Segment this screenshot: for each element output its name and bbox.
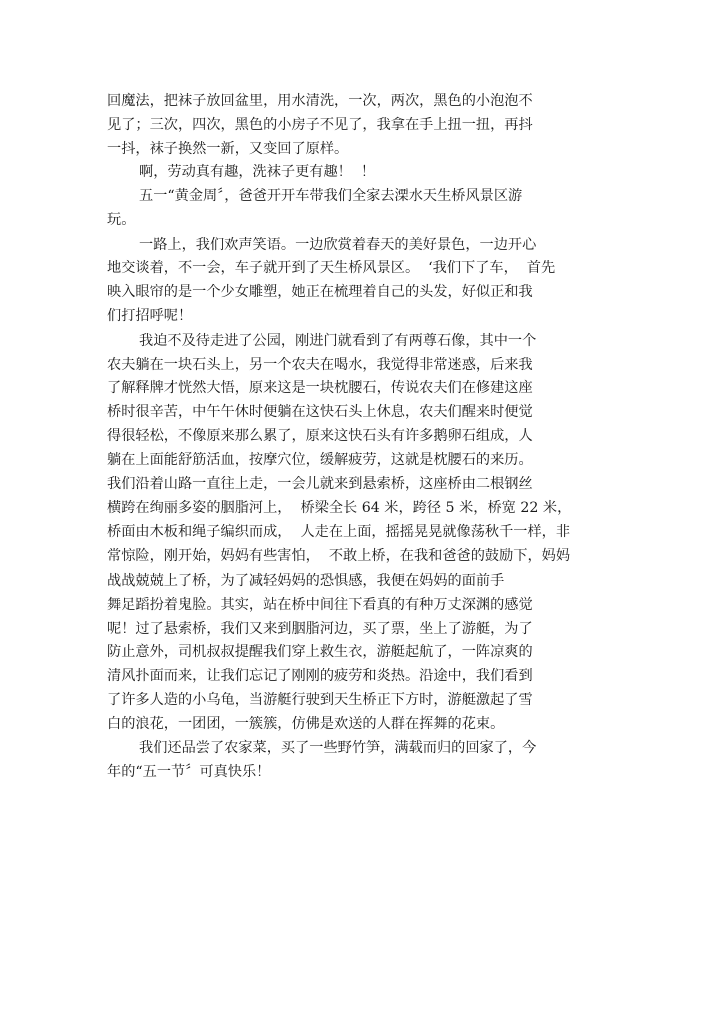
text-line: 躺在上面能舒筋活血，按摩穴位，缓解疲劳，这就是枕腰石的来历。: [107, 452, 533, 468]
text-line: 防止意外，司机叔叔提醒我们穿上救生衣，游艇起航了，一阵凉爽的: [107, 644, 533, 660]
text-line: 白的浪花，一团团，一簇簇，仿佛是欢送的人群在挥舞的花束。: [107, 716, 505, 732]
text-line: 回魔法，把袜子放回盆里，用水清洗，一次，两次，黑色的小泡泡不: [107, 93, 533, 109]
text-line: 桥面由木板和绳子编织而成， 人走在上面，摇摇晃晃就像荡秋千一样，非: [107, 524, 571, 540]
text-line: 横跨在绚丽多姿的胭脂河上， 桥梁全长 64 米，跨径 5 米，桥宽 22 米，: [107, 500, 572, 516]
text-line: 我们还品尝了农家菜，买了一些野竹笋，满载而归的回家了，今: [139, 740, 537, 756]
text-line: 一路上，我们欢声笑语。一边欣赏着春天的美好景色，一边开心: [139, 237, 537, 253]
text-line: 桥时很辛苦，中午午休时便躺在这快石头上休息，农夫们醒来时便觉: [107, 404, 533, 420]
text-line: 年的“五一节〞可真快乐！: [107, 764, 271, 780]
text-line: 我们沿着山路一直往上走，一会儿就来到悬索桥，这座桥由二根钢丝: [107, 476, 533, 492]
text-line: 一抖，袜子换然一新，又变回了原样。: [107, 141, 349, 157]
text-line: 常惊险，刚开始，妈妈有些害怕， 不敢上桥，在我和爸爸的鼓励下，妈妈: [107, 548, 571, 564]
text-line: 地交谈着，不一会，车子就开到了天生桥风景区。 ‘我们下了车， 首先: [107, 260, 556, 276]
text-line: 玩。: [107, 212, 136, 228]
text-line: 农夫躺在一块石头上，另一个农夫在喝水，我觉得非常迷惑，后来我: [107, 357, 533, 373]
text-line: 啊，劳动真有趣，洗袜子更有趣！ ！: [139, 164, 376, 180]
text-line: 呢！过了悬索桥，我们又来到胭脂河边，买了票，坐上了游艇，为了: [107, 621, 533, 637]
text-line: 了许多人造的小乌龟，当游艇行驶到天生桥正下方时，游艇激起了雪: [107, 692, 533, 708]
text-line: 舞足蹈扮着鬼脸。其实，站在桥中间往下看真的有种万丈深渊的感觉: [107, 597, 533, 613]
text-line: 得很轻松，不像原来那么累了，原来这快石头有许多鹅卵石组成，人: [107, 428, 533, 444]
text-line: 我迫不及待走进了公园，刚进门就看到了有两尊石像，其中一个: [139, 333, 537, 349]
text-line: 清风扑面而来，让我们忘记了刚刚的疲劳和炎热。沿途中，我们看到: [107, 668, 533, 684]
text-line: 们打招呼呢！: [107, 308, 193, 324]
text-line: 见了；三次，四次，黑色的小房子不见了，我拿在手上扭一扭，再抖: [107, 117, 533, 133]
text-line: 战战兢兢上了桥，为了减轻妈妈的恐惧感，我便在妈妈的面前手: [107, 573, 505, 589]
text-line: 了解释牌才恍然大悟，原来这是一块枕腰石，传说农夫们在修建这座: [107, 380, 533, 396]
text-line: 映入眼帘的是一个少女雕塑，她正在梳理着自己的头发，好似正和我: [107, 284, 533, 300]
text-line: 五一“黄金周〞，爸爸开开车带我们全家去溧水天生桥风景区游: [139, 188, 523, 204]
